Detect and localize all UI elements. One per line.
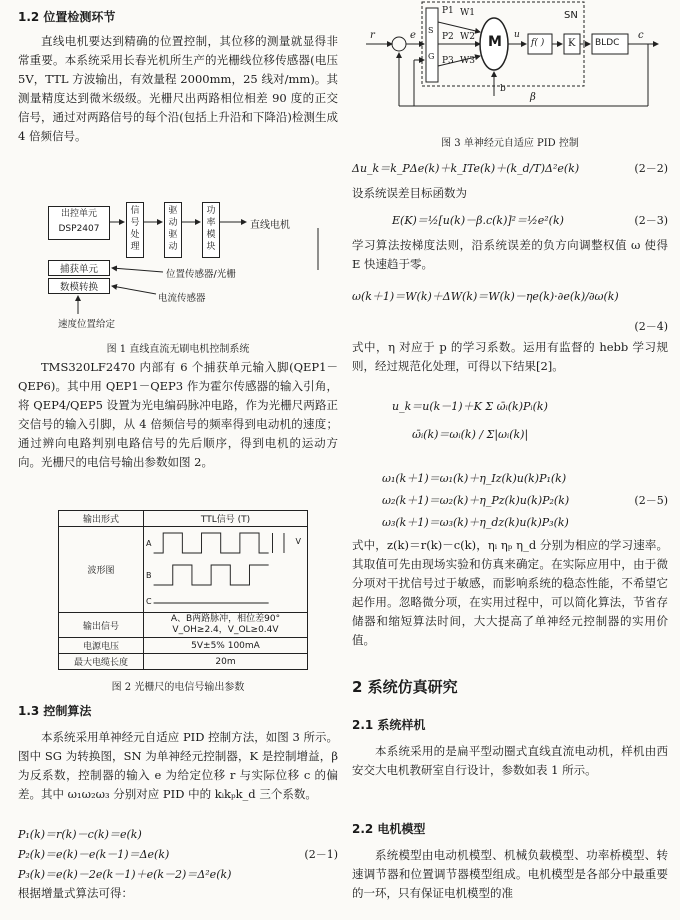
equation-2-2-number: (2－2) bbox=[634, 162, 668, 175]
sg-g-label: G bbox=[428, 52, 435, 61]
b-label: b bbox=[500, 84, 506, 94]
w2-label: W2 bbox=[460, 32, 475, 42]
capture-unit-box: 捕获单元 bbox=[48, 260, 110, 276]
hebb-paragraph: 式中，η 对应于 p 的学习系数。运用有监督的 hebb 学习规则，经过规范化处理，可得以下结果[2]。 bbox=[352, 340, 668, 373]
power-module-box: 功率模块 bbox=[202, 202, 220, 258]
section-2-2-heading: 2.2 电机模型 bbox=[352, 822, 426, 836]
c-output-label: c bbox=[638, 30, 644, 41]
paragraph-qep: TMS320LF2470 内部有 6 个捕获单元输入脚(QEP1－QEP6)。其中用 QEP1－QEP3 作为霍尔传感器的输入引角，将 QEP4/QEP5 设置为光电编码脉冲电路，作为光栅尺两路正交信号的输入引脚，从 4 倍频信号的频率得到电动机的速度；通过辨向电路判别电路信号的先后顺序，得到电机的运动方向。光栅尺的电信号输出参数如图 2。 bbox=[18, 360, 338, 469]
incremental-algorithm-text: 根据增量式算法可得： bbox=[18, 886, 133, 900]
equation-delta-u: Δu_k＝k_PΔe(k)＋k_ITe(k)＋(k_d/T)Δ²e(k) bbox=[352, 162, 580, 175]
p3-label: P3 bbox=[442, 56, 454, 66]
speed-position-ref-label: 速度位置给定 bbox=[58, 319, 116, 330]
p2-label: P2 bbox=[442, 32, 454, 42]
gradient-paragraph: 学习算法按梯度法则，沿系统误差的负方向调整权值 ω 使得 E 快速趋于零。 bbox=[352, 238, 668, 271]
figure-3-diagram bbox=[352, 0, 668, 132]
section-1-2-heading: 1.2 位置检测环节 bbox=[18, 10, 116, 24]
output-signal-line2: V_OH≥2.4，V_OL≥0.4V bbox=[172, 625, 279, 635]
learning-rate-paragraph: 式中，z(k)＝r(k)－c(k)，ηᵢ ηₚ η_d 分别为相应的学习速率。其取值可先由现场实验和仿真来确定。在实际应用中，由于微分项对干扰信号过于敏感，而影响系统的稳态性能，不希望它起作用。忽略微分项，在实用过程中，可以简化算法，节省存储器和缩短算法时间，大大提高了单神经元控制器的实用价值。 bbox=[352, 538, 668, 647]
output-signal-line1: A、B两路脉冲，相位差90° bbox=[170, 614, 281, 624]
equation-weight-update: ω(k＋1)＝W(k)＋ΔW(k)＝W(k)－ηe(k)·∂e(k)/∂ω(k) bbox=[352, 290, 619, 303]
waveform-graphic bbox=[144, 527, 307, 609]
equation-normalized-w: ω̄ᵢ(k)＝ωᵢ(k) / Σ|ωᵢ(k)| bbox=[412, 428, 529, 441]
w1-label: W1 bbox=[460, 8, 475, 18]
equation-2-1-number: (2－1) bbox=[304, 848, 338, 861]
figure-3-caption: 图 3 单神经元自适应 PID 控制 bbox=[441, 138, 579, 149]
supply-voltage-value: 5V±5% 100mA bbox=[144, 638, 308, 654]
voh-label: V bbox=[295, 537, 301, 546]
adc-box: 数模转换 bbox=[48, 278, 110, 294]
equation-p2: P₂(k)＝e(k)－e(k－1)＝Δe(k) bbox=[18, 848, 170, 861]
current-sensor-label: 电流传感器 bbox=[158, 293, 206, 304]
beta-label: β bbox=[530, 92, 536, 103]
equation-2-2-row bbox=[352, 160, 668, 176]
p1-label: P1 bbox=[442, 6, 454, 16]
equation-2-5-number: (2－5) bbox=[634, 494, 668, 507]
position-sensor-label: 位置传感器/光栅 bbox=[166, 269, 236, 280]
right-column bbox=[352, 0, 668, 920]
w3-label: W3 bbox=[460, 56, 475, 66]
linear-motor-label: 直线电机 bbox=[250, 220, 290, 231]
equation-w3: ω₃(k＋1)＝ω₃(k)＋η_dz(k)u(k)P₃(k) bbox=[382, 516, 569, 529]
figure-1-arrows bbox=[18, 198, 338, 338]
k-block-label: K bbox=[568, 38, 576, 49]
section-1-3-paragraph: 本系统采用单神经元自适应 PID 控制方法，如图 3 所示。图中 SG 为转换图，SN 为单神经元控制器，K 是控制增益，β 为反系数，控制器的输入 e 为给定位移 r 与实际位移 c 的偏差。其中 ω₁ω₂ω₃ 分别对应 PID 中的 kᵢkₚk_d 三个系数。 bbox=[18, 730, 338, 801]
equation-w2: ω₂(k＋1)＝ω₂(k)＋η_Pz(k)u(k)P₂(k) bbox=[382, 494, 570, 507]
sg-s-label: S bbox=[428, 26, 434, 35]
section-2-heading: 2 系统仿真研究 bbox=[352, 678, 458, 696]
supply-voltage-label: 电源电压 bbox=[59, 638, 144, 654]
wave-b-label: B bbox=[146, 571, 152, 580]
sn-label: SN bbox=[564, 10, 578, 21]
neuron-m-label: M bbox=[488, 34, 502, 50]
output-signal-value bbox=[144, 613, 308, 638]
section-1-3-heading: 1.3 控制算法 bbox=[18, 704, 92, 718]
figure-2-caption: 图 2 光栅尺的电信号输出参数 bbox=[111, 682, 245, 693]
equation-p1: P₁(k)＝r(k)－c(k)＝e(k) bbox=[18, 828, 142, 841]
output-form-value: TTL信号 (T) bbox=[144, 511, 308, 527]
waveform-cell bbox=[144, 527, 308, 613]
figure-2-table bbox=[58, 510, 308, 670]
waveform-label: 波形图 bbox=[59, 527, 144, 613]
equation-2-4-row bbox=[352, 318, 668, 334]
equation-w1: ω₁(k＋1)＝ω₁(k)＋η_Iz(k)u(k)P₁(k) bbox=[382, 472, 567, 485]
equation-2-4-number: (2－4) bbox=[634, 320, 668, 333]
signal-processing-box: 信号处理 bbox=[126, 202, 144, 258]
e-label: e bbox=[410, 30, 416, 41]
figure-1 bbox=[18, 198, 338, 338]
cable-length-value: 20m bbox=[144, 654, 308, 670]
control-unit-label: 出控单元 bbox=[60, 209, 97, 219]
section-2-1-paragraph: 本系统采用的是扁平型动圈式直线直流电动机，样机由西安交大电机教研室自行设计，参数如表 1 所示。 bbox=[352, 744, 668, 777]
output-form-label: 输出形式 bbox=[59, 511, 144, 527]
equation-2-3-number: (2－3) bbox=[634, 214, 668, 227]
u-label: u bbox=[514, 30, 520, 40]
f-block-label: f( ) bbox=[531, 38, 545, 48]
dsp-label: DSP2407 bbox=[58, 224, 100, 234]
equation-objective: E(K)＝½[u(k)－β.c(k)]²＝½e²(k) bbox=[392, 214, 564, 227]
left-column bbox=[18, 0, 338, 920]
section-2-2-paragraph: 系统模型由电动机模型、机械负载模型、功率桥模型、转速调节器和位置调节器模型组成。电机模型是各部分中最重要的一环，只有保证电机模型的准 bbox=[352, 848, 668, 900]
r-label: r bbox=[370, 30, 375, 41]
output-signal-label: 输出信号 bbox=[59, 613, 144, 638]
section-2-1-heading: 2.1 系统样机 bbox=[352, 718, 426, 732]
objective-intro: 设系统误差目标函数为 bbox=[352, 186, 467, 200]
equation-2-3-row bbox=[352, 212, 668, 228]
cable-length-label: 最大电缆长度 bbox=[59, 654, 144, 670]
wave-c-label: C bbox=[146, 597, 152, 606]
drive-box: 驱动驱动 bbox=[164, 202, 182, 258]
equation-uk: u_k＝u(k－1)＋K Σ ω̄ᵢ(k)Pᵢ(k) bbox=[392, 400, 548, 413]
section-1-2-paragraph: 直线电机要达到精确的位置控制，其位移的测量就显得非常重要。本系统采用长春光机所生产的光栅线位移传感器(电压 5V，TTL 方波输出，有效量程 2000mm，25 线对/mm)。其测量精度达到微米级级。光栅尺出两路相位相差 90 度的正交信号，通过对两路信号的每个沿(包括上升沿和下降沿)检测生成 4 倍频信号。 bbox=[18, 34, 338, 143]
equation-p2-row bbox=[18, 846, 338, 862]
bldc-block-label: BLDC bbox=[595, 38, 620, 48]
equation-p3: P₃(k)＝e(k)－2e(k－1)＋e(k－2)＝Δ²e(k) bbox=[18, 868, 232, 881]
equation-2-5-row bbox=[352, 492, 668, 508]
figure-3 bbox=[352, 0, 668, 132]
wave-a-label: A bbox=[146, 539, 152, 548]
figure-1-caption: 图 1 直线直流无刷电机控制系统 bbox=[106, 344, 250, 355]
